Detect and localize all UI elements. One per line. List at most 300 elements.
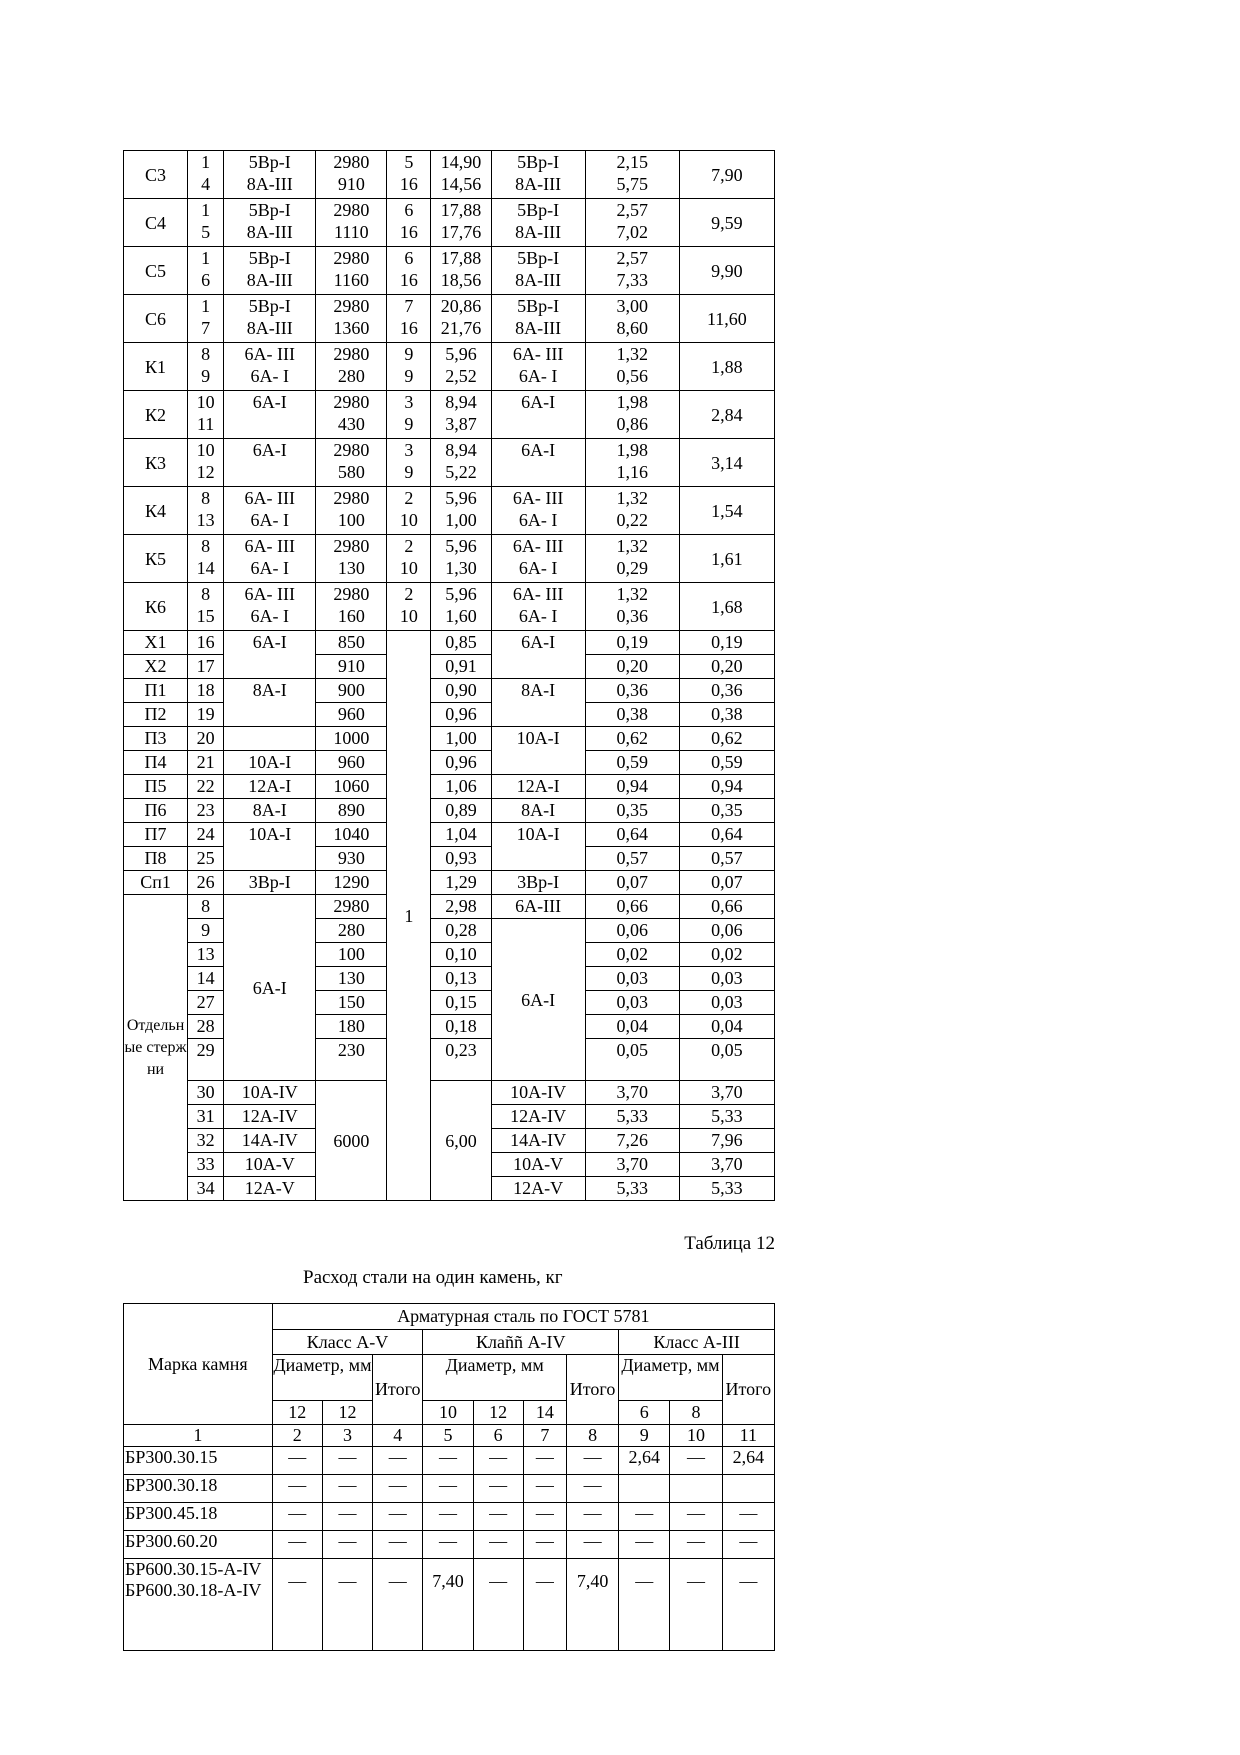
column-number: 9 (619, 1425, 670, 1447)
total-length-value: 5,96 (445, 536, 477, 556)
length-cell (316, 247, 387, 295)
total-length-cell: 0,13 (431, 967, 491, 991)
mass-value: 0,86 (616, 414, 648, 434)
mass-value: 1,98 (616, 392, 648, 412)
bar2-value: 8А-III (515, 222, 562, 242)
steel-value: — (473, 1503, 523, 1531)
bar2-cell: 6А-I (491, 631, 585, 679)
mass-cell: 0,59 (585, 751, 679, 775)
length-value: 1160 (333, 270, 369, 290)
mass-cell: 0,06 (585, 919, 679, 943)
bar-value: 6А- I (250, 606, 289, 626)
bar-cell (224, 199, 316, 247)
mass-cell: 3,70 (585, 1081, 679, 1105)
mark-cell: С3 (124, 151, 188, 199)
position-cell: 33 (188, 1153, 224, 1177)
table-12-caption: Таблица 12 (684, 1233, 775, 1254)
column-number: 8 (566, 1425, 618, 1447)
qty-value: 9 (404, 344, 414, 364)
qty-cell (387, 391, 431, 439)
table-row (124, 751, 775, 775)
header-class-aiii: Класс А-III (619, 1330, 775, 1355)
bar-cell (224, 535, 316, 583)
steel-value: — (566, 1447, 618, 1475)
mass-cell (585, 439, 679, 487)
position-cell: 19 (188, 703, 224, 727)
table-row (124, 487, 775, 535)
mass-value: 1,98 (616, 440, 648, 460)
length-value: 2980 (333, 536, 370, 556)
bar2-cell (491, 247, 585, 295)
steel-value: — (423, 1475, 473, 1503)
bar-cell: 10А-I (224, 823, 316, 871)
mass-value: 3,00 (616, 296, 648, 316)
qty-value: 10 (399, 606, 418, 626)
total-length-cell: 0,23 (431, 1039, 491, 1081)
mass-cell (585, 199, 679, 247)
position-cell: 34 (188, 1177, 224, 1201)
steel-value: — (566, 1531, 618, 1559)
bar2-cell: 10А-V (491, 1153, 585, 1177)
total-length-value: 1,00 (445, 510, 477, 530)
length-value: 2980 (333, 440, 370, 460)
stone-mark-cell (124, 1475, 273, 1503)
length-cell: 2980 (316, 895, 387, 919)
total-cell: 7,90 (679, 151, 774, 199)
qty-value: 6 (404, 248, 414, 268)
bar2-value: 6А- I (518, 558, 558, 578)
bar-value: 5Вр-I (248, 152, 291, 172)
total-length-value: 5,96 (445, 344, 477, 364)
position-cell: 25 (188, 847, 224, 871)
mass-cell: 0,03 (585, 991, 679, 1015)
qty-value: 9 (404, 414, 414, 434)
bar-cell (224, 343, 316, 391)
mass-value: 1,32 (616, 344, 648, 364)
steel-value: — (722, 1531, 774, 1559)
bar-cell: 10А-I (224, 751, 316, 775)
mass-value: 0,22 (616, 510, 648, 530)
header-diameter-aiii: Диаметр, мм (619, 1355, 722, 1401)
length-cell (316, 199, 387, 247)
total-length-value: 14,56 (440, 174, 482, 194)
length-cell: 280 (316, 919, 387, 943)
mass-cell (585, 151, 679, 199)
bar-value: 8А-III (246, 318, 293, 338)
separate-bars-label: Отдельные стержни (124, 895, 188, 1201)
position-cell: 29 (188, 1039, 224, 1081)
table-row (124, 631, 775, 655)
total-cell: 0,59 (679, 751, 774, 775)
bar2-cell (491, 343, 585, 391)
qty-cell (387, 487, 431, 535)
bar2-cell: 12А-V (491, 1177, 585, 1201)
position-value: 12 (196, 462, 215, 482)
position-cell: 13 (188, 943, 224, 967)
mark-cell: К4 (124, 487, 188, 535)
total-length-value: 17,88 (440, 248, 482, 268)
table-row (124, 1039, 775, 1081)
diameter-value: 14 (523, 1401, 566, 1425)
position-cell: 24 (188, 823, 224, 847)
length-value: 2980 (333, 344, 370, 364)
mark-cell: К5 (124, 535, 188, 583)
length-cell: 130 (316, 967, 387, 991)
length-cell: 1040 (316, 823, 387, 847)
table-row (124, 343, 775, 391)
bar-cell: 10А-V (224, 1153, 316, 1177)
qty-cell (387, 247, 431, 295)
header-mark: Марка камня (124, 1304, 273, 1425)
total-length-cell: 0,96 (431, 703, 491, 727)
length-cell: 1000 (316, 727, 387, 751)
steel-value: — (272, 1475, 322, 1503)
steel-value: — (722, 1559, 774, 1651)
mass-cell (585, 583, 679, 631)
total-length-value: 14,90 (440, 152, 482, 172)
total-length-value: 8,94 (445, 392, 477, 412)
mark-cell: П4 (124, 751, 188, 775)
mass-cell: 0,20 (585, 655, 679, 679)
total-cell: 0,03 (679, 967, 774, 991)
column-number: 4 (373, 1425, 423, 1447)
length-cell: 960 (316, 703, 387, 727)
mass-value: 1,32 (616, 536, 648, 556)
table-row (124, 703, 775, 727)
bar-value: 6А- I (250, 366, 289, 386)
position-cell: 18 (188, 679, 224, 703)
mark-cell: К1 (124, 343, 188, 391)
mass-cell: 0,07 (585, 871, 679, 895)
column-number: 3 (322, 1425, 372, 1447)
total-length-cell (431, 583, 491, 631)
total-length-cell (431, 439, 491, 487)
steel-value (670, 1475, 722, 1503)
bar2-cell: 10А-I (491, 823, 585, 871)
position-cell: 17 (188, 655, 224, 679)
bar-cell (224, 391, 316, 439)
bar2-value: 5Вр-I (517, 296, 560, 316)
steel-value: — (523, 1447, 566, 1475)
total-cell: 0,02 (679, 943, 774, 967)
bar-value: 8А-III (246, 174, 293, 194)
total-cell: 0,66 (679, 895, 774, 919)
position-value: 4 (201, 174, 211, 194)
position-cell: 32 (188, 1129, 224, 1153)
bar2-value: 6А- III (512, 536, 564, 556)
position-cell (188, 583, 224, 631)
mark-cell: П5 (124, 775, 188, 799)
steel-value: — (670, 1531, 722, 1559)
qty-value: 16 (399, 318, 418, 338)
qty-value: 5 (404, 152, 414, 172)
table-row (124, 439, 775, 487)
position-value: 10 (196, 392, 215, 412)
position-cell (188, 439, 224, 487)
bar-cell (224, 247, 316, 295)
steel-value: — (619, 1531, 670, 1559)
table-row (124, 775, 775, 799)
qty-value: 6 (404, 200, 414, 220)
length-value: 280 (337, 366, 365, 386)
steel-value: — (523, 1475, 566, 1503)
mass-cell (585, 295, 679, 343)
stone-mark: БР300.30.18 (125, 1475, 218, 1495)
qty-cell (387, 199, 431, 247)
stone-mark: БР600.30.18-А-IV (125, 1580, 262, 1600)
qty-value: 2 (404, 488, 414, 508)
bar-value: 5Вр-I (248, 200, 291, 220)
total-cell: 5,33 (679, 1105, 774, 1129)
qty-value: 7 (404, 296, 414, 316)
steel-value: — (473, 1531, 523, 1559)
steel-value: 7,40 (566, 1559, 618, 1651)
steel-consumption-table (123, 1303, 775, 1651)
bar-cell: 12А-I (224, 775, 316, 799)
length-value: 2980 (333, 584, 370, 604)
steel-value: — (322, 1447, 372, 1475)
mass-cell: 0,04 (585, 1015, 679, 1039)
position-value: 14 (196, 558, 215, 578)
stone-mark: БР300.30.15 (125, 1447, 218, 1467)
table-row (124, 799, 775, 823)
table-row (124, 655, 775, 679)
total-length-value: 1,60 (445, 606, 477, 626)
total-cell: 0,57 (679, 847, 774, 871)
total-cell: 0,04 (679, 1015, 774, 1039)
qty-cell (387, 343, 431, 391)
steel-value: — (523, 1503, 566, 1531)
steel-value: — (423, 1503, 473, 1531)
bar2-cell: 10А-I (491, 727, 585, 775)
qty-value: 3 (404, 392, 414, 412)
steel-value: — (670, 1559, 722, 1651)
steel-value: — (523, 1531, 566, 1559)
total-cell: 3,70 (679, 1081, 774, 1105)
steel-value: — (373, 1447, 423, 1475)
mass-value: 2,15 (616, 152, 648, 172)
total-cell: 0,07 (679, 871, 774, 895)
mass-value: 2,57 (616, 200, 648, 220)
bar-cell (224, 295, 316, 343)
length-value: 2980 (333, 392, 370, 412)
total-cell: 3,70 (679, 1153, 774, 1177)
header-total-aiv: Итого (566, 1355, 618, 1425)
bar-value: 6А- III (244, 536, 295, 556)
mass-cell (585, 247, 679, 295)
total-length-value: 5,22 (445, 462, 477, 482)
position-cell: 30 (188, 1081, 224, 1105)
bar-value: 6А-I (252, 440, 287, 460)
steel-value: — (670, 1447, 722, 1475)
total-length-cell: 0,90 (431, 679, 491, 703)
stone-mark-cell (124, 1531, 273, 1559)
total-length-cell: 0,91 (431, 655, 491, 679)
total-cell: 0,38 (679, 703, 774, 727)
stone-mark: БР600.30.15-А-IV (125, 1559, 262, 1579)
total-cell: 0,62 (679, 727, 774, 751)
position-value: 15 (196, 606, 215, 626)
table-row (124, 247, 775, 295)
position-cell (188, 391, 224, 439)
total-length-cell: 0,15 (431, 991, 491, 1015)
length-cell: 890 (316, 799, 387, 823)
steel-value: — (322, 1531, 372, 1559)
total-cell: 0,03 (679, 991, 774, 1015)
qty-cell (387, 535, 431, 583)
mass-value: 7,33 (616, 270, 648, 290)
column-number: 7 (523, 1425, 566, 1447)
qty-value: 16 (399, 174, 418, 194)
qty-cell (387, 583, 431, 631)
length-value: 580 (337, 462, 365, 482)
position-cell: 31 (188, 1105, 224, 1129)
mark-cell: П1 (124, 679, 188, 703)
length-cell: 1060 (316, 775, 387, 799)
steel-value: — (473, 1447, 523, 1475)
total-length-value: 5,96 (445, 488, 477, 508)
steel-value: — (473, 1559, 523, 1651)
mass-cell: 0,66 (585, 895, 679, 919)
total-length-cell: 2,98 (431, 895, 491, 919)
total-cell: 0,20 (679, 655, 774, 679)
bar-cell (224, 439, 316, 487)
total-cell: 1,61 (679, 535, 774, 583)
total-length-cell: 0,85 (431, 631, 491, 655)
total-length-value: 2,52 (445, 366, 477, 386)
bar-value: 5Вр-I (248, 296, 291, 316)
bar2-cell: 12А-IV (491, 1105, 585, 1129)
diameter-value: 12 (473, 1401, 523, 1425)
total-cell: 1,88 (679, 343, 774, 391)
steel-value: — (566, 1503, 618, 1531)
bar-cell: 8А-I (224, 799, 316, 823)
length-cell: 1290 (316, 871, 387, 895)
total-length-cell: 0,10 (431, 943, 491, 967)
position-cell (188, 343, 224, 391)
table-row (124, 991, 775, 1015)
diameter-value: 8 (670, 1401, 722, 1425)
total-cell: 1,54 (679, 487, 774, 535)
mass-cell: 3,70 (585, 1153, 679, 1177)
length-value: 100 (337, 510, 365, 530)
table-row (124, 1447, 775, 1475)
total-cell: 0,19 (679, 631, 774, 655)
mass-cell (585, 343, 679, 391)
steel-value: — (523, 1559, 566, 1651)
mass-cell: 5,33 (585, 1105, 679, 1129)
total-cell: 0,05 (679, 1039, 774, 1081)
bar2-value: 6А- I (518, 606, 558, 626)
mass-value: 5,75 (616, 174, 648, 194)
mark-cell: П6 (124, 799, 188, 823)
total-length-cell (431, 487, 491, 535)
mass-cell: 0,62 (585, 727, 679, 751)
bar2-cell: 6А-I (491, 919, 585, 1081)
steel-value: — (272, 1531, 322, 1559)
length-cell (316, 535, 387, 583)
column-number: 6 (473, 1425, 523, 1447)
mark-cell: Х2 (124, 655, 188, 679)
mark-cell: П3 (124, 727, 188, 751)
length-cell: 930 (316, 847, 387, 871)
bar2-cell (491, 391, 585, 439)
table-row (124, 583, 775, 631)
header-class-aiv: Клаññ А-IV (423, 1330, 619, 1355)
table-row (124, 919, 775, 943)
position-cell (188, 487, 224, 535)
mark-cell: К6 (124, 583, 188, 631)
table-row (124, 295, 775, 343)
steel-value: — (373, 1531, 423, 1559)
qty-cell (387, 439, 431, 487)
total-length-cell (431, 343, 491, 391)
header-diameter-av: Диаметр, мм (272, 1355, 372, 1401)
total-length-cell: 1,00 (431, 727, 491, 751)
mass-value: 1,32 (616, 584, 648, 604)
steel-value: 2,64 (722, 1447, 774, 1475)
bar-cell: 6А-I (224, 895, 316, 1081)
length-cell: 6000 (316, 1081, 387, 1201)
table-row (124, 895, 775, 919)
mass-cell: 0,36 (585, 679, 679, 703)
bar2-value: 6А-I (521, 392, 556, 412)
length-cell (316, 343, 387, 391)
total-cell: 0,35 (679, 799, 774, 823)
steel-value: — (322, 1475, 372, 1503)
bar-cell (224, 151, 316, 199)
steel-value: — (423, 1531, 473, 1559)
length-value: 1110 (333, 222, 369, 242)
total-length-cell (431, 391, 491, 439)
length-cell (316, 439, 387, 487)
length-cell (316, 583, 387, 631)
mark-cell: С5 (124, 247, 188, 295)
length-cell: 150 (316, 991, 387, 1015)
total-length-value: 20,86 (440, 296, 482, 316)
total-length-value: 5,96 (445, 584, 477, 604)
length-value: 910 (337, 174, 365, 194)
table-row (124, 199, 775, 247)
bar-value: 6А- III (244, 488, 295, 508)
bar2-value: 6А-I (521, 440, 556, 460)
bar-value: 5Вр-I (248, 248, 291, 268)
total-length-cell (431, 247, 491, 295)
total-length-cell: 0,93 (431, 847, 491, 871)
total-cell: 0,64 (679, 823, 774, 847)
total-cell: 5,33 (679, 1177, 774, 1201)
table-row (124, 1081, 775, 1105)
length-cell: 230 (316, 1039, 387, 1081)
table-row (124, 871, 775, 895)
column-number: 2 (272, 1425, 322, 1447)
mass-cell: 0,03 (585, 967, 679, 991)
bar-value: 8А-III (246, 222, 293, 242)
total-length-cell (431, 295, 491, 343)
bar2-cell: 10А-IV (491, 1081, 585, 1105)
column-number: 5 (423, 1425, 473, 1447)
mark-cell: К2 (124, 391, 188, 439)
mass-cell: 0,94 (585, 775, 679, 799)
qty-value: 16 (399, 270, 418, 290)
total-length-cell: 0,89 (431, 799, 491, 823)
length-value: 160 (337, 606, 365, 626)
header-steel: Арматурная сталь по ГОСТ 5781 (272, 1304, 774, 1330)
steel-value: — (272, 1447, 322, 1475)
bar-cell (224, 487, 316, 535)
position-cell (188, 535, 224, 583)
qty-value: 2 (404, 536, 414, 556)
